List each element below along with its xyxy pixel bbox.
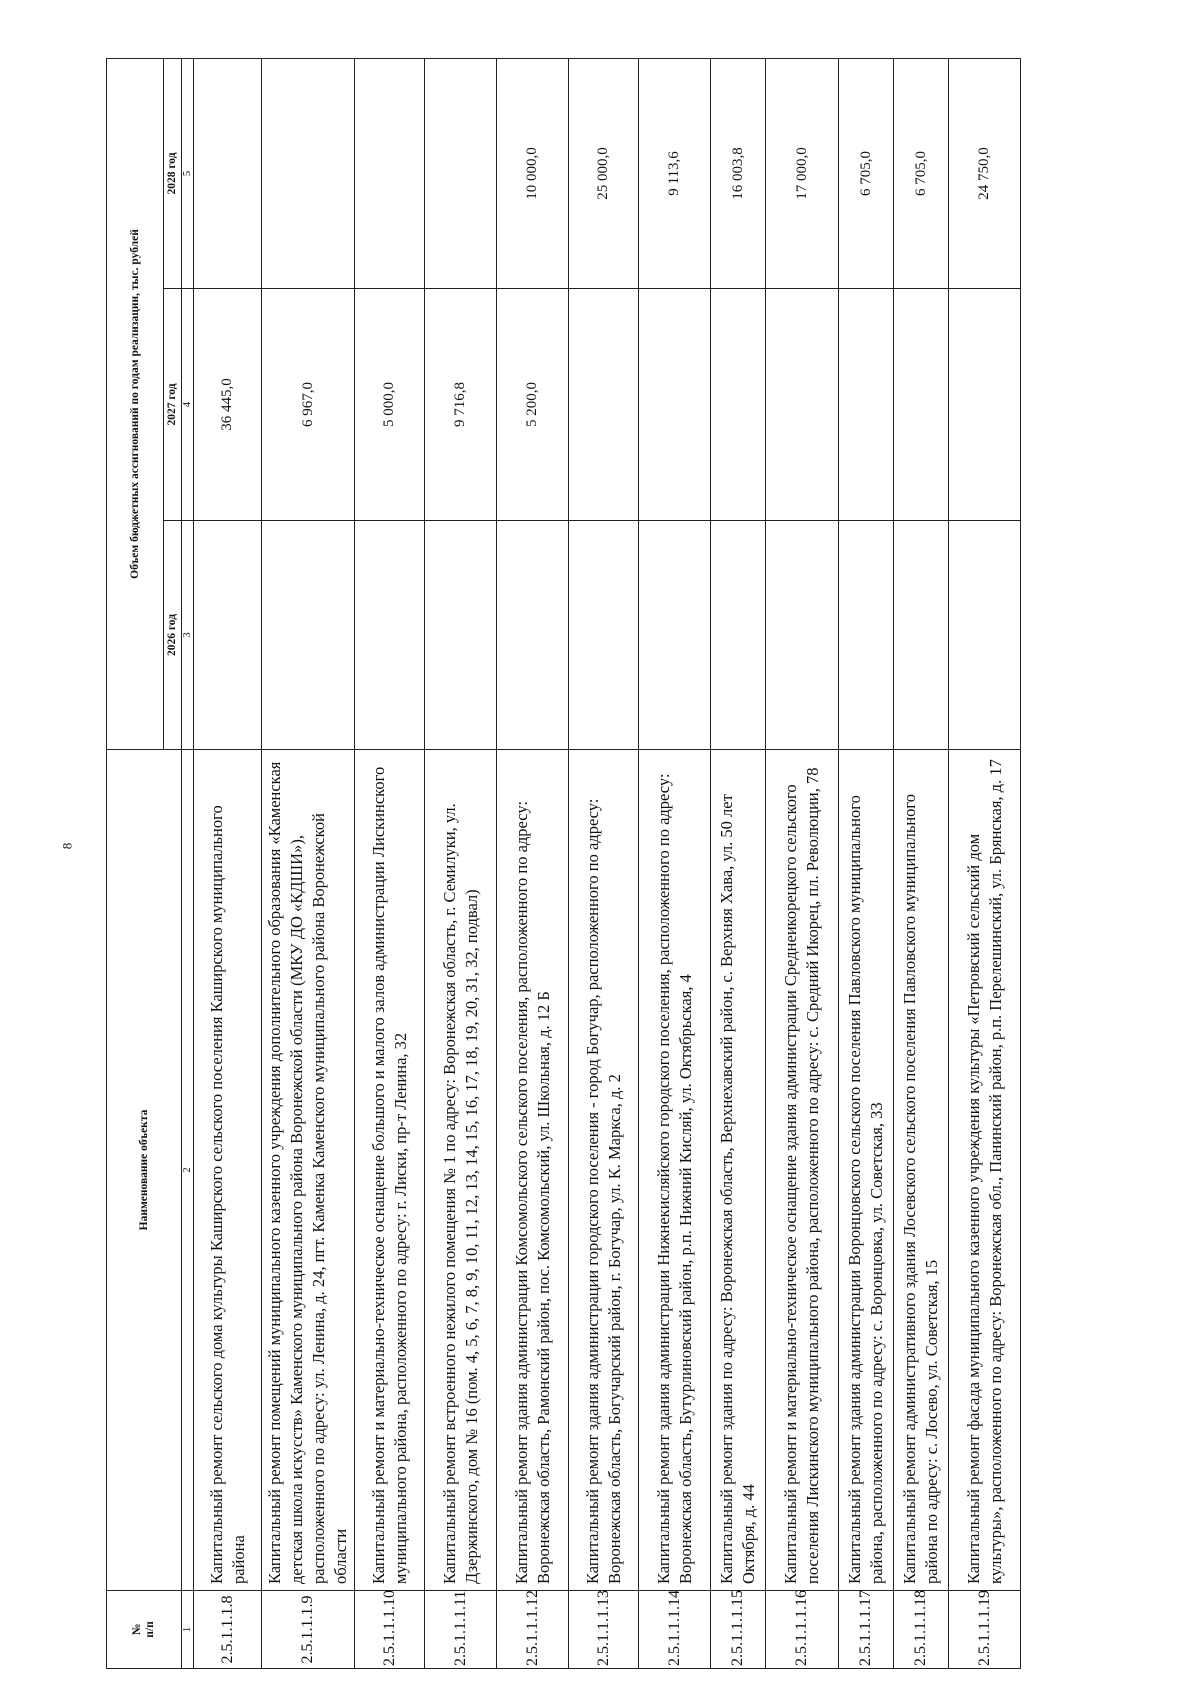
row-object-name: Капитальный ремонт фасада муниципального казенного учреждения культуры «Петровский сельский дом культуры», расположенного по адресу: Воронежская обл., Панинский район, р.п. Перелешинский, ул. Брянская, д. 17 (949, 750, 1021, 1591)
header-object-name: Наименование объекта (107, 750, 182, 1591)
value-2026 (194, 521, 262, 750)
header-number: № п/п (107, 1591, 182, 1669)
value-2028: 24 750,0 (949, 59, 1021, 289)
value-2027: 5 200,0 (497, 289, 569, 521)
table-row (894, 59, 949, 1669)
row-code: 2.5.1.1.1.11 (425, 1591, 497, 1669)
table-row (639, 59, 711, 1669)
table-row (355, 59, 425, 1669)
value-2028: 16 003,8 (711, 59, 766, 289)
value-2026 (569, 521, 639, 750)
value-2026 (425, 521, 497, 750)
value-2027: 36 445,0 (194, 289, 262, 521)
row-object-name: Капитальный ремонт и материально-техническое оснащение здания администрации Среднеикорецкого сельского поселения Лискинского муниципального района, расположенного по адресу: с. Средний Икорец, пл. Революции, 78 (766, 750, 839, 1591)
row-object-name: Капитальный ремонт здания по адресу: Воронежская область, Верхнехавский район, с. Верхняя Хава, ул. 50 лет Октября, д. 44 (711, 750, 766, 1591)
table-row (425, 59, 497, 1669)
table-row (262, 59, 355, 1669)
value-2027 (839, 289, 894, 521)
value-2026 (894, 521, 949, 750)
row-code: 2.5.1.1.1.12 (497, 1591, 569, 1669)
row-code: 2.5.1.1.1.16 (766, 1591, 839, 1669)
table-row (839, 59, 894, 1669)
value-2027 (766, 289, 839, 521)
value-2026 (711, 521, 766, 750)
header-year-2026: 2026 год (164, 521, 182, 750)
value-2027 (711, 289, 766, 521)
row-code: 2.5.1.1.1.18 (894, 1591, 949, 1669)
column-number: 1 (182, 1591, 194, 1669)
page-number: 8 (59, 842, 75, 850)
value-2027: 9 716,8 (425, 289, 497, 521)
row-code: 2.5.1.1.1.8 (194, 1591, 262, 1669)
value-2026 (497, 521, 569, 750)
row-code: 2.5.1.1.1.17 (839, 1591, 894, 1669)
row-code: 2.5.1.1.1.13 (569, 1591, 639, 1669)
table-row (194, 59, 262, 1669)
rotated-page (106, 59, 1051, 1669)
row-object-name: Капитальный ремонт административного здания Лосевского сельского поселения Павловского муниципального района по адресу: с. Лосево, ул. Советская, 15 (894, 750, 949, 1591)
row-code: 2.5.1.1.1.14 (639, 1591, 711, 1669)
value-2027 (639, 289, 711, 521)
value-2026 (949, 521, 1021, 750)
value-2026 (262, 521, 355, 750)
value-2028: 9 113,6 (639, 59, 711, 289)
value-2028: 6 705,0 (894, 59, 949, 289)
row-code: 2.5.1.1.1.19 (949, 1591, 1021, 1669)
value-2028: 25 000,0 (569, 59, 639, 289)
row-code: 2.5.1.1.1.9 (262, 1591, 355, 1669)
value-2028 (355, 59, 425, 289)
row-object-name: Капитальный ремонт здания администрации Комсомольского сельского поселения, расположенного по адресу: Воронежская область, Рамонский район, пос. Комсомольский, ул. Школьная, д. 12 Б (497, 750, 569, 1591)
value-2026 (639, 521, 711, 750)
value-2027: 5 000,0 (355, 289, 425, 521)
column-number: 5 (182, 59, 194, 289)
header-year-2028: 2028 год (164, 59, 182, 289)
table-row (949, 59, 1021, 1669)
value-2027 (894, 289, 949, 521)
column-number: 3 (182, 521, 194, 750)
value-2028 (262, 59, 355, 289)
row-object-name: Капитальный ремонт встроенного нежилого помещения № 1 по адресу: Воронежская область, г. Семилуки, ул. Дзержинского, дом № 16 (пом. 4, 5, 6, 7, 8, 9, 10, 11, 12, 13, 14, 15, 16, 17, 18, 19, 20, 31, 32, подвал) (425, 750, 497, 1591)
table-row (569, 59, 639, 1669)
budget-table (106, 58, 1021, 1669)
header-budget: Объем бюджетных ассигнований по годам реализации, тыс. рублей (107, 59, 164, 750)
value-2028 (425, 59, 497, 289)
row-object-name: Капитальный ремонт здания администрации Воронцовского сельского поселения Павловского муниципального района, расположенного по адресу: с. Воронцовка, ул. Советская, 33 (839, 750, 894, 1591)
row-object-name: Капитальный ремонт и материально-техническое оснащение большого и малого залов администрации Лискинского муниципального района, расположенного по адресу: г. Лиски, пр-т Ленина, 32 (355, 750, 425, 1591)
row-object-name: Капитальный ремонт помещений муниципального казенного учреждения дополнительного образования «Каменская детская школа искусств» Каменского муниципального района Воронежской области (МКУ ДО «КДШИ»), расположенного по адресу: ул. Ленина, д. 24, пгт. Каменка Каменского муниципального района Воронежской области (262, 750, 355, 1591)
table-row (497, 59, 569, 1669)
value-2027 (949, 289, 1021, 521)
value-2027: 6 967,0 (262, 289, 355, 521)
table-row (766, 59, 839, 1669)
value-2028: 6 705,0 (839, 59, 894, 289)
column-number: 4 (182, 289, 194, 521)
column-number: 2 (182, 750, 194, 1591)
row-object-name: Капитальный ремонт здания администрации городского поселения - город Богучар, расположенного по адресу: Воронежская область, Богучарский район, г. Богучар, ул. К. Маркса, д. 2 (569, 750, 639, 1591)
value-2028: 10 000,0 (497, 59, 569, 289)
row-object-name: Капитальный ремонт сельского дома культуры Каширского сельского поселения Каширского муниципального района (194, 750, 262, 1591)
row-object-name: Капитальный ремонт здания администрации Нижнекисляйского городского поселения, расположенного по адресу: Воронежская область, Бутурлиновский район, р.п. Нижний Кисляй, ул. Октябрьская, 4 (639, 750, 711, 1591)
value-2026 (355, 521, 425, 750)
row-code: 2.5.1.1.1.15 (711, 1591, 766, 1669)
value-2028 (194, 59, 262, 289)
header-year-2027: 2027 год (164, 289, 182, 521)
value-2026 (766, 521, 839, 750)
row-code: 2.5.1.1.1.10 (355, 1591, 425, 1669)
value-2026 (839, 521, 894, 750)
value-2027 (569, 289, 639, 521)
table-row (711, 59, 766, 1669)
value-2028: 17 000,0 (766, 59, 839, 289)
